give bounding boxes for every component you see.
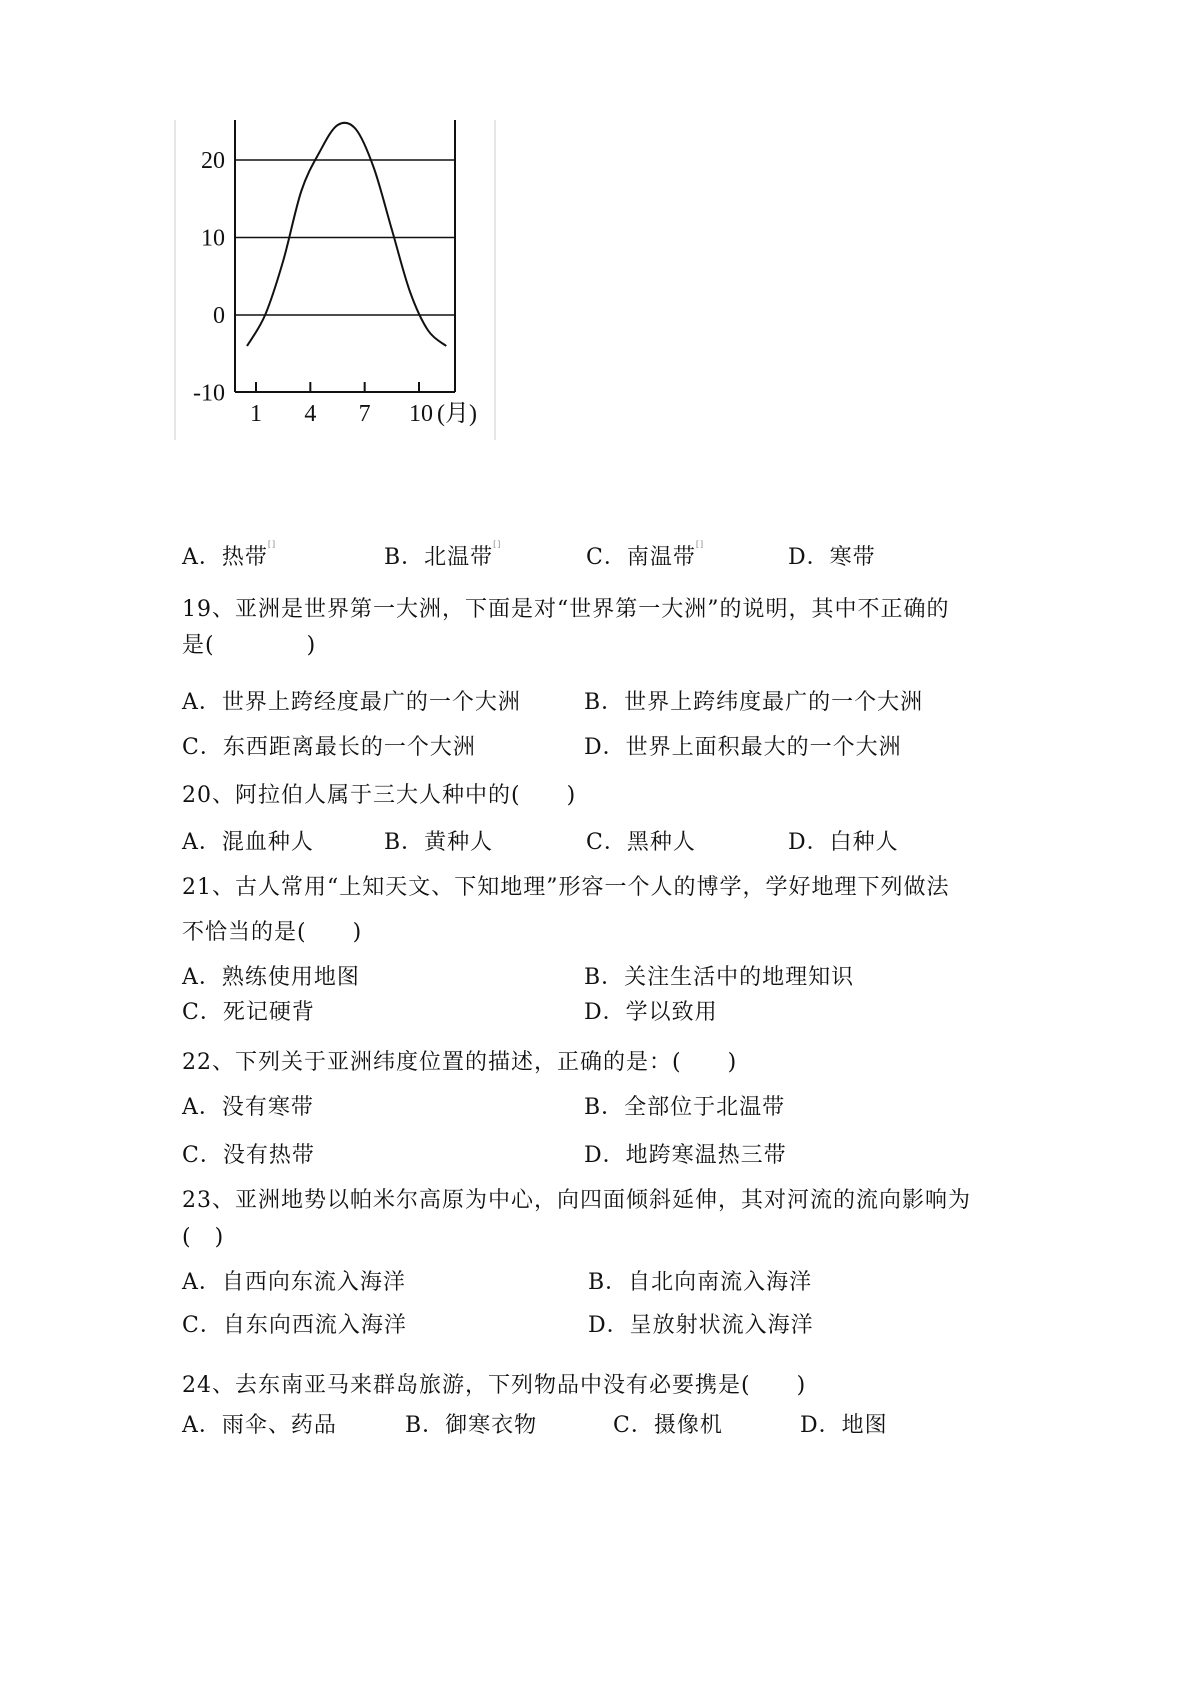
- y-tick-label: -10: [193, 380, 225, 407]
- x-tick-label: 4: [304, 401, 317, 427]
- q20-option-d[interactable]: D．白种人: [788, 830, 899, 855]
- q22-option-c[interactable]: C．没有热带: [182, 1143, 315, 1168]
- q18-option-b[interactable]: [384, 540, 501, 571]
- q22-option-d[interactable]: D．地跨寒温热三带: [584, 1143, 787, 1168]
- q20-stem: 20、阿拉伯人属于三大人种中的( ): [182, 783, 577, 808]
- q18-option-a-label: A．热带: [182, 545, 268, 570]
- q18-option-d-label: D．寒带: [788, 545, 876, 570]
- q23-option-c[interactable]: C．自东向西流入海洋: [182, 1313, 407, 1338]
- temperature-chart: [175, 120, 550, 480]
- y-tick-label: 20: [201, 148, 225, 174]
- temperature-chart-svg: [175, 120, 550, 480]
- q22-stem: 22、下列关于亚洲纬度位置的描述，正确的是：( ): [182, 1050, 738, 1075]
- q18-option-b-label: B．北温带: [384, 545, 494, 570]
- q21-option-a[interactable]: A．熟练使用地图: [182, 965, 360, 990]
- q19-option-d[interactable]: D．世界上面积最大的一个大洲: [584, 735, 902, 760]
- q21-stem-line2: 不恰当的是( ): [182, 920, 363, 945]
- q21-option-c[interactable]: C．死记硬背: [182, 1000, 315, 1025]
- temperature-curve: [247, 123, 446, 346]
- q18-option-b-mark: []: [493, 540, 502, 549]
- q21-stem-line1: 21、古人常用“上知天文、下知地理”形容一个人的博学，学好地理下列做法: [182, 875, 950, 900]
- q22-option-a[interactable]: A．没有寒带: [182, 1095, 314, 1120]
- q23-stem-line2: ( ): [182, 1225, 225, 1250]
- x-tick-label: 7: [358, 401, 371, 427]
- q19-stem-line1: 19、亚洲是世界第一大洲，下面是对“世界第一大洲”的说明，其中不正确的: [182, 597, 950, 622]
- x-tick-label: 10: [409, 401, 433, 427]
- q21-option-b[interactable]: B．关注生活中的地理知识: [584, 965, 855, 990]
- q24-option-d[interactable]: D．地图: [800, 1413, 888, 1438]
- q22-option-b[interactable]: B．全部位于北温带: [584, 1095, 786, 1120]
- q20-option-c[interactable]: C．黑种人: [586, 830, 696, 855]
- y-tick-label: 0: [213, 303, 225, 329]
- q18-option-d[interactable]: [788, 540, 876, 571]
- q19-option-b[interactable]: B．世界上跨纬度最广的一个大洲: [584, 690, 924, 715]
- q18-option-c-label: C．南温带: [586, 545, 696, 570]
- q23-option-a[interactable]: A．自西向东流入海洋: [182, 1270, 406, 1295]
- y-tick-label: 10: [201, 225, 225, 252]
- q18-option-a[interactable]: [182, 540, 276, 571]
- x-axis-unit-label: (月): [437, 401, 477, 427]
- q23-option-b[interactable]: B．自北向南流入海洋: [588, 1270, 813, 1295]
- q23-stem-line1: 23、亚洲地势以帕米尔高原为中心，向四面倾斜延伸，其对河流的流向影响为: [182, 1188, 971, 1213]
- q18-option-c[interactable]: [586, 540, 704, 571]
- q18-option-a-mark: []: [267, 540, 277, 549]
- q24-option-b[interactable]: B．御寒衣物: [405, 1413, 538, 1438]
- q21-option-d[interactable]: D．学以致用: [584, 1000, 718, 1025]
- q24-option-c[interactable]: C．摄像机: [613, 1413, 723, 1438]
- q23-option-d[interactable]: D．呈放射状流入海洋: [588, 1313, 814, 1338]
- x-tick-label: 1: [250, 401, 262, 427]
- q19-stem-line2: 是( ): [182, 633, 317, 658]
- q19-option-a[interactable]: A．世界上跨经度最广的一个大洲: [182, 690, 521, 715]
- q18-option-c-mark: []: [695, 540, 705, 549]
- q20-option-a[interactable]: A．混血种人: [182, 830, 314, 855]
- q19-option-c[interactable]: C．东西距离最长的一个大洲: [182, 735, 476, 760]
- q24-option-a[interactable]: A．雨伞、药品: [182, 1413, 337, 1438]
- q24-stem: 24、去东南亚马来群岛旅游，下列物品中没有必要携是( ): [182, 1373, 807, 1398]
- q20-option-b[interactable]: B．黄种人: [384, 830, 494, 855]
